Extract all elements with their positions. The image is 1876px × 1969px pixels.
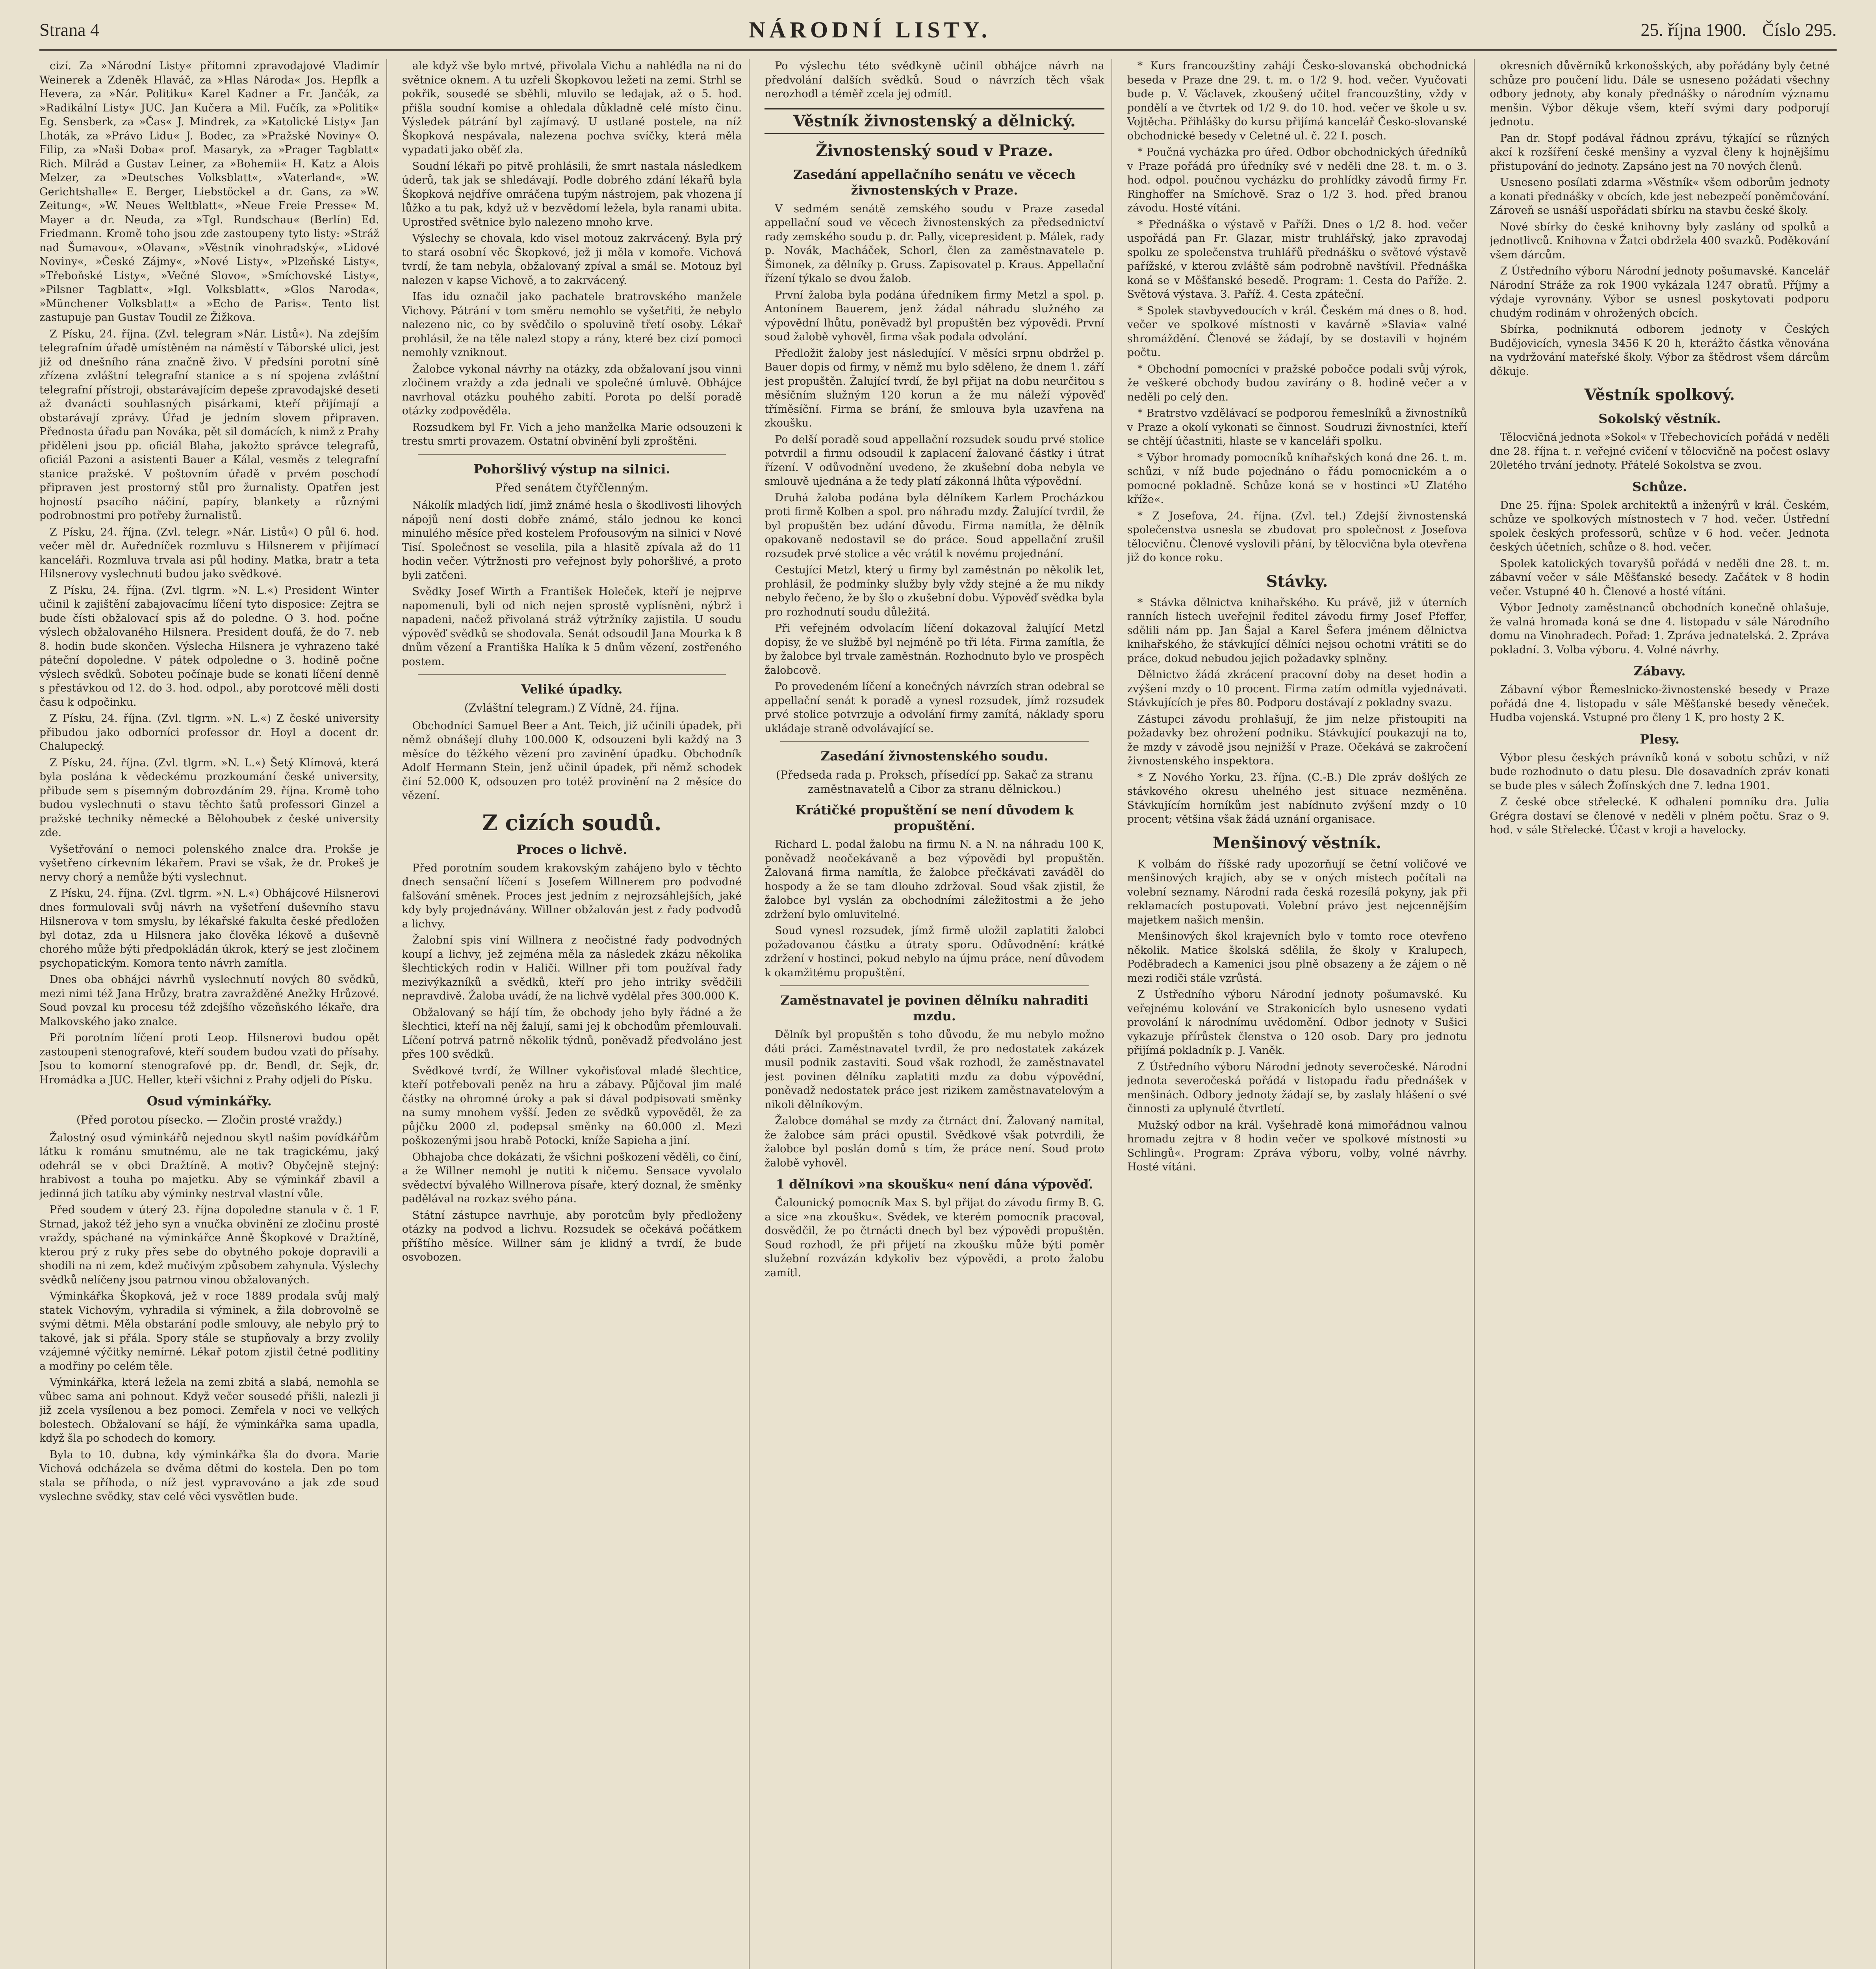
article-paragraph: Po delší poradě soud appellační rozsudek soudu prvé stolice potvrdil a firmu odsoudil k zaplacení žalované částky i útrat řízení. V odůvodnění uvedeno, že zkušební doba nebyla ve smlouvě ujednána a že tedy platí zákonná lhůta výpovědní. bbox=[765, 433, 1104, 488]
article-paragraph: Svědky Josef Wirth a František Holeček, kteří je nejprve napomenuli, byli od nich nejen sprostě vyplísněni, nýbrž i napadeni, načež přivolaná stráž výtržníky zajistila. U soudu výpověď svědků se shodovala. Senát odsoudil Jana Mourka k 8 dnům vězení a Františka Halíka k 5 dnům vězení, zostřeného postem. bbox=[402, 586, 742, 668]
masthead-rule bbox=[39, 49, 1837, 51]
column-3 bbox=[765, 59, 1112, 1969]
newspaper-title: NÁRODNÍ LISTY. bbox=[749, 17, 991, 43]
article-subheading: (Zvláštní telegram.) Z Vídně, 24. října. bbox=[464, 701, 679, 714]
article-paragraph: Z Písku, 24. října. (Zvl. tlgrm. »N. L.«) Šetý Klímová, která byla poslána k vědeckému prozkoumání české university, přibude sem s písemným dobrozdáním 29. října. Kromě toho budou vyslechnuti o stavu těchto šatů professori Ginzel a pražské techniky německé a Bělohoubek z české university zde. bbox=[39, 756, 379, 839]
article-paragraph: Druhá žaloba podána byla dělníkem Karlem Procházkou proti firmě Kolben a spol. pro náhradu mzdy. Žalující tvrdil, že byl propuštěn bez udání důvodu. Firma namítla, že dělník opakovaně nedostavil se do práce. Soud appellační zrušil rozsudek prvé stolice a věc vrátil k novému projednání. bbox=[765, 491, 1104, 560]
article-paragraph: Dělnictvo žádá zkrácení pracovní doby na deset hodin a zvýšení mzdy o 10 procent. Firma zatím odmítla vyjednávati. Stávkujících je přes 80. Podporu dostávají z pokladny svazu. bbox=[1127, 669, 1467, 709]
article-paragraph: Z Písku, 24. října. (Zvl. telegram »Nár. Listů«). Na zdejším telegrafním úřadě umístěném na náměstí v Táborské ulici, jest již od dnešního rána značně živo. V předsíni porotní síně zřízena zvláštní telegrafní stanice a s ní spojena zvláštní telegrafní přístroji, obstarávajícím depeše zpravodajské deseti až dvanácti souhlasných pisárkami, kteří přijímají a obstarávají zprávy. Úřad je jedním slovem připraven. Přednosta úřadu pan Nováka, pět sil domácích, k nimž z Prahy přiděleni jsou pp. oficiál Blaha, jakožto správce telegrafů, oficiál Pazoni a asistenti Bauer a Kálal, vesměs z telegrafní stanice pražské. V poštovním úřadě v prvém poschodí připraven jest prostorný stůl pro žurnalisty. Opatřen jest hojností psacího náčiní, papíry, blankety a různými podrobnostmi pro potřeby žurnalistů. bbox=[39, 328, 379, 522]
article-paragraph: Z české obce střelecké. K odhalení pomníku dra. Julia Grégra dostaví se členové v neděli v plném počtu. Sraz o 9. hod. v sále Střelecké. Účast v kroji a havelocky. bbox=[1490, 796, 1830, 836]
article-paragraph: Před porotním soudem krakovským zahájeno bylo v těchto dnech sensační líčení s Josefem Willnerem pro podvodné falšování směnek. Proces jest jedním z nejrozsáhlejších, jaké kdy byly projednávány. Willner obžalován jest z řady podvodů a lichvy. bbox=[402, 862, 742, 930]
article-paragraph: Dělník byl propuštěn s toho důvodu, že mu nebylo možno dáti práci. Zaměstnavatel tvrdil, že pro nedostatek zakázek musil podnik zastaviti. Soud však rozhodl, že zaměstnavatel jest povinen dělníku zaplatiti mzdu za dobu výpovědní, poněvadž nedostatek práce jest rizikem zaměstnavatelovým a nikoli dělníkovým. bbox=[765, 1029, 1104, 1111]
article-paragraph: Z Písku, 24. října. (Zvl. tlgrm. »N. L.«) Z české university přibudou jako odborníci professor dr. Hoyl a docent dr. Chalupecký. bbox=[39, 712, 379, 753]
article-paragraph: Zástupci závodu prohlašují, že jim nelze přistoupiti na požadavky bez ohrožení podniku. Stávkující poukazují na to, že mzdy v závodě jsou nejnižší v Praze. Očekává se zakročení živnostenského inspektora. bbox=[1127, 713, 1467, 767]
article-paragraph: Rozsudkem byl Fr. Vich a jeho manželka Marie odsouzeni k trestu smrti provazem. Ostatní obvinění byli zproštěni. bbox=[402, 421, 742, 447]
article-paragraph: Sbírka, podniknutá odborem jednoty v Českých Budějovicích, vynesla 3456 K 20 h, kterážto částka věnována na vydržování mateřské školy. Výbor za štědrost všem dárcům děkuje. bbox=[1490, 323, 1830, 378]
article-paragraph: * Poučná vycházka pro úřed. Odbor obchodnických úředníků v Praze pořádá pro úředníky své v neděli dne 28. t. m. o 3. hod. odpol. poučnou vycházku do prohlídky závodů firmy Fr. Ringhoffer na Smíchově. Sraz o 1/2 3. hod. před branou závodu. Hosté vítáni. bbox=[1127, 146, 1467, 214]
article-paragraph: Výbor Jednoty zaměstnanců obchodních konečně ohlašuje, že valná hromada koná se dne 4. listopadu v sále Národního domu na Vinohradech. Pořad: 1. Zpráva jednatelská. 2. Zpráva pokladní. 3. Volba výboru. 4. Volné návrhy. bbox=[1490, 602, 1830, 656]
section-heading: Menšinový věstník. bbox=[1212, 833, 1382, 852]
article-headline: Zasedání živnostenského soudu. bbox=[820, 749, 1048, 764]
article-paragraph: Tělocvičná jednota »Sokol« v Třebechovicích pořádá v neděli dne 28. října t. r. veřejné cvičení v tělocvičně na počest oslavy 20letého trvání jednoty. Přátelé Sokolstva se zvou. bbox=[1490, 431, 1830, 471]
article-headline: Osud výminkářky. bbox=[147, 1094, 272, 1109]
article-paragraph: * Obchodní pomocníci v pražské pobočce podali svůj výrok, že veškeré obchody budou zavírány o 8. hodině večer a v neděli po celý den. bbox=[1127, 363, 1467, 403]
article-paragraph: Vyšetřování o nemoci polenského znalce dra. Prokše je vyšetřeno církevním lékařem. Pravi se však, že dr. Prokeš je nervy chorý a nemůže býti vyslechnut. bbox=[39, 843, 379, 883]
column-2 bbox=[402, 59, 750, 1969]
issue-date: 25. října 1900. bbox=[1640, 19, 1746, 40]
section-heading: Z cizích soudů. bbox=[482, 810, 662, 835]
article-paragraph: Z Písku, 24. října. (Zvl. tlgrm. »N. L.«) President Winter učinil k zajištění zabajovacímu líčení tyto disposice: Zejtra se bude čísti obžalovací spis až do poledne. O 3. hod. počne výslech obžalovaného Hilsnera. President doufá, že do 7. neb 8. hodin bude skončen. Výslecha Hilsnera je vyhrazeno také páteční dopoledne. V pátek odpoledne o 3. hodině počne výslech svědků. Soboteu počínaje bude se konati líčení denně s přestávkou od 12. do 3. hod. odpol., aby porotcové měli dosti času k odpočinku. bbox=[39, 584, 379, 708]
divider bbox=[418, 454, 726, 455]
article-paragraph: Obhajoba chce dokázati, že všichni poškození věděli, co činí, a že Willner nemohl je nutiti k ničemu. Sensace vyvolalo svědectví bývalého Willnerova písaře, který doznal, že směnky padělával na rozkaz svého pána. bbox=[402, 1151, 742, 1205]
section-heading: Živnostenský soud v Praze. bbox=[816, 141, 1053, 160]
section-heading: Věstník spolkový. bbox=[1584, 386, 1735, 404]
article-headline: Zaměstnavatel je povinen dělníku nahraditi mzdu. bbox=[780, 993, 1089, 1023]
article-paragraph: Čalounický pomocník Max S. byl přijat do závodu firmy B. G. a sice »na zkoušku«. Svědek, ve kterém pomocník pracoval, dosvědčil, že po čtrnácti dnech byl bez výpovědi propuštěn. Soud rozhodl, že při přijetí na zkoušku může býti poměr služební rozvázán kdykoliv bez výpovědi, a proto žalobu zamítl. bbox=[765, 1197, 1104, 1279]
article-paragraph: * Kurs francouzštiny zahájí Česko-slovanská obchodnická beseda v Praze dne 29. t. m. o 1/2 9. hod. večer. Vyučovati bude p. V. Václavek, zkoušený učitel francouzštiny, vždy v pondělí a ve čtvrtek od 1/2 9. do 10. hod. večer ve škole u sv. Vojtěcha. Přihlášky do kursu přijímá kancelář Česko-slovanské obchodnické besedy v Celetné ul. č. 22 I. posch. bbox=[1127, 60, 1467, 142]
article-paragraph: Žalobní spis viní Willnera z neočistné řady podvodných koupí a lichvy, jež zejména měla za následek zkázu několika šlechtických rodin v Haliči. Willner při tom používal řady mezivýkazníků a svědků, kteří pro jeho intriky svědčili nepravdivě. Žaloba uvádí, že na lichvě vydělal přes 300.000 K. bbox=[402, 934, 742, 1002]
issue-number: Číslo 295. bbox=[1762, 19, 1837, 40]
article-paragraph: Státní zástupce navrhuje, aby porotcům byly předloženy otázky na podvod a lichvu. Rozsudek se očekává počátkem příštího měsíce. Willner sám je klidný a tvrdí, že bude osvobozen. bbox=[402, 1209, 742, 1263]
article-paragraph: Mužský odbor na král. Vyšehradě koná mimořádnou valnou hromadu zejtra v 8 hodin večer ve spolkové místnosti »u Schlingů«. Program: Zpráva výboru, volby, volné návrhy. Hosté vítáni. bbox=[1127, 1119, 1467, 1173]
article-paragraph: * Stávka dělnictva knihařského. Ku právě, již v úterních ranních listech uveřejnil ředitel závodu firmy Josef Pfeffer, sdělili nám pp. Jan Šajal a Karel Šefera jménem dělnictva knihařského, že stávkující dělníci nejsou ochotni vrátiti se do práce, dokud nebudou jejich požadavky splněny. bbox=[1127, 596, 1467, 665]
article-paragraph: * Spolek stavbyvedoucích v král. Českém má dnes o 8. hod. večer ve spolkové místnosti v kavárně »Slavia« valné shromáždění. Členové se žádají, by se dostavili v hojném počtu. bbox=[1127, 304, 1467, 359]
article-paragraph: Spolek katolických tovaryšů pořádá v neděli dne 28. t. m. zábavní večer v sále Měšťanské besedy. Začátek v 8 hodin večer. Vstupné 40 h. Členové a hosté vítáni. bbox=[1490, 557, 1830, 598]
article-paragraph: okresních důvěrníků krkonošských, aby pořádány byly četné schůze pro poučení lidu. Dále se usneseno požádati všechny odbory jednoty, aby konaly přednášky o národním významu menšin. Výbor děkuje všem, kteří svými dary podporují jednotu. bbox=[1490, 60, 1830, 128]
article-subheading: (Před porotou písecko. — Zločin prosté vraždy.) bbox=[76, 1113, 342, 1126]
article-subheading: (Předseda rada p. Proksch, přísedící pp. Sakač za stranu zaměstnavatelů a Cibor za stranu dělnickou.) bbox=[776, 768, 1093, 795]
article-headline: Krátičké propuštění se není důvodem k propuštění. bbox=[795, 803, 1074, 833]
article-paragraph: Žalostný osud výminkářů nejednou skytl našim povídkářům látku k románu smutnému, ale ne tak tragickému, jaký odehrál se v obci Dražtíně. A motiv? Obyčejně stejný: hrabivost a touha po majetku. Aby se výminkář zbavil a jedinná jich tatíku aby výminky nestrval vlastní vůle. bbox=[39, 1131, 379, 1200]
article-headline: Schůze. bbox=[1632, 479, 1687, 494]
column-4 bbox=[1127, 59, 1475, 1969]
article-paragraph: První žaloba byla podána úředníkem firmy Metzl a spol. p. Antonínem Bauerem, jenž žádal náhradu služného za výpovědní lhůtu, poněvadž byl propuštěn bez výpovědi. První soud žalobě vyhověl, firma však podala odvolání. bbox=[765, 289, 1104, 343]
article-paragraph: K volbám do říšské rady upozorňují se četní voličové ve menšinových krajích, aby se v oných místech počítali na volební seznamy. Národní rada česká rozesílá pokyny, jak při reklamacích postupovati. Volební právo jest nejcennějším majetkem našich menšin. bbox=[1127, 858, 1467, 926]
article-paragraph: Výminkářka, která ležela na zemi zbitá a slabá, nemohla se vůbec sama ani pohnout. Když večer sousedé přišli, nalezli ji již zcela vysílenou a bez pomoci. Zemřela v noci ve velkých bolestech. Obžalovaní se hájí, že výminkářka sama upadla, když šla po schodech do komory. bbox=[39, 1376, 379, 1444]
page-number: Strana 4 bbox=[39, 19, 100, 40]
divider bbox=[780, 741, 1089, 742]
article-paragraph: Byla to 10. dubna, kdy výminkářka šla do dvora. Marie Vichová odcházela se dvěma dětmi do kostela. Den po tom stala se příhoda, o níž jest vypravováno a jak zde soud vyslechne svědky, stav celé věci vysvětlen bude. bbox=[39, 1448, 379, 1503]
divider bbox=[418, 674, 726, 675]
article-paragraph: Výbor plesu českých právníků koná v sobotu schůzi, v níž bude rozhodnuto o datu plesu. Dle dosavadních zpráv konati se bude ples v sálech Žofínských dne 7. ledna 1901. bbox=[1490, 751, 1830, 792]
article-paragraph: Pan dr. Stopf podával řádnou zprávu, týkající se různých akcí k rozšíření české menšiny a vyzval členy k hojnějšímu přistupování do jednoty. Zapsáno jest na 70 nových členů. bbox=[1490, 132, 1830, 172]
issue-info bbox=[1641, 19, 1837, 40]
article-paragraph: V sedmém senátě zemského soudu v Praze zasedal appellační soud ve věcech živnostenských za předsednictví rady zemského soudu p. dr. Pally, vicepresident p. Málek, rady p. Novák, Macháček, Schorl, člen za zaměstnavatele p. Šimonek, za dělníky p. Gruss. Zapisovatel p. Kraus. Appellační řízení týkalo se dvou žalob. bbox=[765, 202, 1104, 285]
article-paragraph: * Výbor hromady pomocníků kníhařských koná dne 26. t. m. schůzi, v níž bude pojednáno o řádu pomocnickém a o pomocné pokladně. Schůze koná se v hostinci »U Zlatého kříže«. bbox=[1127, 451, 1467, 506]
article-paragraph: Před soudem v úterý 23. října dopoledne stanula v č. 1 F. Strnad, jakož též jeho syn a vnučka obvinění ze zločinu prosté vraždy, spáchané na výminkářce Anně Škopkové v Dražtíně, kterou prý z ruky přes sebe do obytného pokoje dopravili a shodili na ni zem, kdež mučivým způsobem zahynula. Výslechy svědků nelíčeny jsou patrnou vinou obžalovaných. bbox=[39, 1204, 379, 1286]
article-paragraph: Ifas idu označil jako pachatele bratrovského manžele Vichovy. Pátrání v tom směru nemohlo se vyšetřiti, že nebylo nalezeno nic, co by svědčilo o spoluvině třetí osoby. Lékař prohlásil, že na těle nalezl stopy a rány, které bez cizí pomoci nemohly vzniknout. bbox=[402, 291, 742, 359]
article-paragraph: Soudní lékaři po pitvě prohlásili, že smrt nastala následkem úderů, tak jak se shledávají. Podle dobrého zdání lékařů byla Škopková nejdříve omráčena tupým nástrojem, pak vhozena jí lůžko a tu pak, když už v bezvědomí ležela, byla ranami ubita. Uprostřed světnice bylo nalezeno mnoho krve. bbox=[402, 160, 742, 228]
article-paragraph: Předložit žaloby jest následující. V měsíci srpnu obdržel p. Bauer dopis od firmy, v němž mu bylo sděleno, že dnem 1. září jest propuštěn. Žalující tvrdí, že byl přijat na dobu neurčitou s měsíčním služným 120 korun a že mu náleží výpověď tříměsíční. Firma se brání, že smlouva byla uzavřena na zkoušku. bbox=[765, 347, 1104, 429]
article-paragraph: * Z Nového Yorku, 23. října. (C.-B.) Dle zpráv došlých ze stávkového okresu uhelného jest situace nezměněna. Stávkujícím horníkům jest nabídnuto zvýšení mzdy o 10 procent; většina však žádá uznání organisace. bbox=[1127, 771, 1467, 825]
article-paragraph: * Z Josefova, 24. října. (Zvl. tel.) Zdejší živnostenská společenstva usnesla se zbudovat pro společnost z Josefova tělocvičnu. Členové vyslovili přání, by tělocvična byla otevřena již do konce roku. bbox=[1127, 510, 1467, 564]
columns bbox=[39, 59, 1837, 1969]
column-1 bbox=[39, 59, 387, 1969]
article-paragraph: Soud vynesl rozsudek, jímž firmě uložil zaplatiti žalobci požadovanou částku a útraty sporu. Odůvodnění: krátké zdržení v hostinci, pokud nebylo na újmu práce, není důvodem k okamžitému propuštění. bbox=[765, 925, 1104, 979]
article-paragraph: Z Ústředního výboru Národní jednoty pošumavské. Kancelář Národní Stráže za rok 1900 vykázala 1247 obratů. Příjmy a výdaje vyrovnány. Výbor se usnesl poskytovati podporu chudým rodinám v ohrožených obcích. bbox=[1490, 265, 1830, 319]
article-paragraph: Cestující Metzl, který u firmy byl zaměstnán po několik let, prohlásil, že podmínky služby byly vždy stejné a že mu nikdy nebylo řečeno, že by šlo o zkušební dobu. Výpověď svědka byla pro rozhodnutí soudu důležitá. bbox=[765, 564, 1104, 618]
article-paragraph: Žalobce domáhal se mzdy za čtrnáct dní. Žalovaný namítal, že žalobce sám práci opustil. Svědkové však potvrdili, že žalobce byl poslán domů s tím, že práce není. Soud proto žalobě vyhověl. bbox=[765, 1115, 1104, 1169]
article-paragraph: Výminkářka Škopková, jež v roce 1889 prodala svůj malý statek Vichovým, vyhradila si výminek, a žila dobrovolně se svými dětmi. Měla obstarání podle smlouvy, ale nebylo prý to takové, jak si přála. Spory stále se stupňovaly a brzy zvolily vzájemné výčitky nemírné. Lékař potom zjistil četné podlitiny a modřiny po celém těle. bbox=[39, 1290, 379, 1372]
article-headline: Zábavy. bbox=[1633, 664, 1686, 679]
article-headline: Sokolský věstník. bbox=[1598, 411, 1721, 426]
article-paragraph: Z Ústředního výboru Národní jednoty severočeské. Národní jednota severočeská pořádá v listopadu řadu přednášek v menšinách. Odbory jednoty žádají se, by zaslaly hlášení o své činnosti za uplynulé čtvrtletí. bbox=[1127, 1061, 1467, 1115]
article-paragraph: ale když vše bylo mrtvé, přivolala Vichu a nahlédla na ni do světnice oknem. A tu uzřeli Škopkovou ležeti na zemi. Strhl se pokřik, sousedé se sběhli, mluvilo se ledajak, až o 5. hod. přišla soudní komise a ohledala důkladně celé místo činu. Výsledek pátrání byl zajímavý. U ustlané postele, na níž Škopková nespávala, nalezena pochva svíčky, která měla vypadati jako oběť zla. bbox=[402, 60, 742, 156]
article-paragraph: Při porotním líčení proti Leop. Hilsnerovi budou opět zastoupeni stenografové, kteří soudem budou vzati do přísahy. Jsou to komorní stenografové pp. dr. Bendl, dr. Sejk, dr. Hromádka a JUC. Heller, kteří všichni z Prahy odjeli do Písku. bbox=[39, 1032, 379, 1086]
article-paragraph: * Bratrstvo vzdělávací se podporou řemeslníků a živnostníků v Praze a okolí vykonati se činnost. Soudruzi živnostníci, kteří se chtějí účastniti, hlaste se v kanceláři spolku. bbox=[1127, 407, 1467, 447]
article-paragraph: Nákolík mladých lidí, jimž známé hesla o škodlivosti lihových nápojů není dosti dobře známé, stálo jednou ke konci minulého měsíce před kostelem Profousovým na silnici v Nové Tisí. Společnost se veselila, pila a hlasitě zpívala až do 11 hodin večer. Výtržnosti pro veřejnost byly pohoršlivé, a proto byli zatčeni. bbox=[402, 499, 742, 582]
article-paragraph: Usneseno posílati zdarma »Věstník« všem odborům jednoty a konati přednášky v obcích, kde jest nebezpečí poněmčování. Zároveň se usnáší uspořádati sbírku na stavbu české školy. bbox=[1490, 176, 1830, 217]
article-paragraph: Z Písku, 24. října. (Zvl. tlgrm. »N. L.«) Obhájcové Hilsnerovi dnes formulovali svůj návrh na vyšetření duševního stavu Hilsnerova v tom smyslu, by lékařské fakulta české předložen byl dotaz, zda u Hilsnera jako člověka lékově a duševně chorého může býti předpokládán úkrok, který se jest zločinem psychopatickým. Komora tento návrh zamítla. bbox=[39, 887, 379, 970]
article-paragraph: Obžalovaný se hájí tím, že obchody jeho byly řádné a že šlechtici, kteří na něj žalují, sami jej k obchodům přemlouvali. Líčení potrvá patrně několik týdnů, poněvadž předvoláno jest přes 100 svědků. bbox=[402, 1006, 742, 1061]
article-headline: Pohoršlivý výstup na silnici. bbox=[473, 461, 670, 476]
article-subheading: Před senátem čtyřčlenným. bbox=[495, 481, 649, 494]
article-paragraph: Svědkové tvrdí, že Willner vykořisťoval mladé šlechtice, kteří potřebovali peněz na hru a zábavy. Půjčoval jim malé částky na ohromné úroky a pak si dával podpisovati směnky na sumy mnohem vyšší. Jeden ze svědků vypověděl, že za půjčku 2000 zl. podepsal směnky na 60.000 zl. Mezi poškozenými jsou hrabě Potocki, kníže Sapieha a jiní. bbox=[402, 1064, 742, 1147]
column-5 bbox=[1490, 59, 1837, 1969]
article-paragraph: Po výslechu této svědkyně učinil obhájce návrh na předvolání dalších svědků. Soud o návrzích těch však nerozhodl a téměř zcela jej odmítl. bbox=[765, 60, 1104, 100]
article-paragraph: Při veřejném odvolacím líčení dokazoval žalující Metzl dopisy, že ve službě byl nejméně po tři léta. Firma zamítla, že by žalobce byl trvale zaměstnán. Rozhodnuto bylo ve prospěch žalobcově. bbox=[765, 622, 1104, 677]
article-paragraph: Žalobce vykonal návrhy na otázky, zda obžalovaní jsou vinni zločinem vraždy a zda jednali ve společné úmluvě. Obhájce navrhoval otázku pouhého zabití. Porota po delší poradě otázky zodpověděla. bbox=[402, 363, 742, 417]
article-headline: Proces o lichvě. bbox=[516, 842, 627, 857]
divider bbox=[780, 985, 1089, 986]
article-headline: 1 dělníkovi »na skoušku« není dána výpověď. bbox=[776, 1177, 1093, 1192]
article-paragraph: Menšinových škol krajevních bylo v tomto roce otevřeno několik. Matice školská sdělila, že školy v Kralupech, Poděbradech a Kamenici jsou plně obsazeny a že zájem o ně mezi rodiči stále vzrůstá. bbox=[1127, 930, 1467, 984]
article-paragraph: Po provedeném líčení a konečných návrzích stran odebral se appellační senát k poradě a vynesl rozsudek, jímž rozsudek prvé stolice potvrzuje a odvolání firmy zamítá, náklady sporu ukládaje straně odvolávající se. bbox=[765, 680, 1104, 735]
section-heading: Věstník živnostenský a dělnický. bbox=[765, 108, 1104, 134]
article-paragraph: Zábavní výbor Řemeslnicko-živnostenské besedy v Praze pořádá dne 4. listopadu v sále Měšťanské besedy věneček. Hudba vojenská. Vstupné pro členy 1 K, pro hosty 2 K. bbox=[1490, 684, 1830, 724]
article-paragraph: Z Ústředního výboru Národní jednoty pošumavské. Ku veřejnému kolování ve Strakonicích bylo usneseno vydati provolání k národnímu uvědomění. Odbor jednoty v Sušici vykazuje přírůstek členstva o 120 osob. Dary pro jednotu přijímá pokladník p. J. Vaněk. bbox=[1127, 988, 1467, 1057]
article-paragraph: Z Písku, 24. října. (Zvl. telegr. »Nár. Listů«) O půl 6. hod. večer měl dr. Auředníček rozmluvu s Hilsnerem v přijímací kanceláři. Rozmluva trvala asi půl hodiny. Matka, bratr a teta Hilsnerovy vyslechnuti budou jako svědkové. bbox=[39, 526, 379, 580]
article-paragraph: Nové sbírky do české knihovny byly zaslány od spolků a jednotlivců. Knihovna v Žatci obdržela 400 svazků. Poděkování všem dárcům. bbox=[1490, 221, 1830, 261]
article-paragraph: Výslechy se chovala, kdo visel motouz zakrvácený. Byla prý to stará osobní věc Škopkové, jež ji měla v komoře. Vichová tvrdí, že tam nebyla, obžalovaný zpíval a smál se. Motouz byl nalezen v kapse Vichově, a to zakrvácený. bbox=[402, 232, 742, 287]
article-headline: Plesy. bbox=[1640, 731, 1679, 747]
article-paragraph: cizí. Za »Národní Listy« přítomni zpravodajové Vladimír Weinerek a Zdeněk Hlaváč, za »Hlas Národa« Jos. Hepflk a Hevera, za »Nár. Politiku« Karel Kadner a Fr. Jančák, za »Radikální Listy« JUC. Jan Kučera a Mil. Fučík, za »Politik« Eg. Sensberk, za »Čas« J. Mindrek, za »Katolické Listy« Jan Lhoták, za »Právo Lidu« J. Bodec, za »Pražské Noviny« O. Filip, za »Naši Doba« prof. Masaryk, za »Prager Tagblatt« Rich. Milrád a Gustav Leiner, za »Bohemii« H. Katz a Alois Melzer, za »Deutsches Volksblatt«, »Vaterland«, »W. Gerichtshalle« E. Berger, Liebstöckel a dr. Gans, za »W. Zeitung«, »W. Neues Weltblatt«, »Neue Freie Presse« M. Mayer a dr. Neuda, za »Tgl. Rundschau« (Berlín) Ed. Friedmann. Kromě toho jsou zde zastoupeny tyto listy: »Stráž nad Šumavou«, »Olavan«, »Věstník vinohradský«, »Lidové Noviny«, »České Zájmy«, »Nové Listy«, »Plzeňské Listy«, »Třeboňské Listy«, »Večné Slovo«, »Smíchovské Listy«, »Pilsner Tagblatt«, »Igl. Volksblatt«, »Glos Naroda«, »Münchener Volksblatt« a »Echo de Paris«. Tento list zastupuje pan Gustav Toudil ze Žižkova. bbox=[39, 60, 379, 324]
article-paragraph: Dnes oba obhájci návrhů vyslechnutí nových 80 svědků, mezi nimi též Jana Hrůzy, bratra zavražděné Anežky Hrůzové. Soud povzal ku procesu též zdejšího vězeňského lékaře, dra Malkovského jako znalce. bbox=[39, 973, 379, 1028]
article-headline: Veliké úpadky. bbox=[521, 682, 623, 697]
article-paragraph: Obchodníci Samuel Beer a Ant. Teich, již učinili úpadek, při němž obnášejí dluhy 100.000 K, odsouzeni byli každý na 3 měsíce do těžkého vězení pro zavinění úpadku. Obchodník Adolf Hermann Stein, jenž učinil úpadek, při němž schodek činí 52.000 K, odsouzen pro totéž provinění na 2 měsíce do vězení. bbox=[402, 719, 742, 802]
article-paragraph: Richard L. podal žalobu na firmu N. a N. na náhradu 100 K, poněvadž neočekávaně a bez výpovědi byl propuštěn. Žalovaná firma namítla, že žalobce přečkávati zaváděl do hospody a že se tam dlouho zdržoval. Soud však zjistil, že žalobce byl vyslán za obchodními záležitostmi a že jeho zdržení bylo omluvitelné. bbox=[765, 838, 1104, 921]
article-paragraph: * Přednáška o výstavě v Paříži. Dnes o 1/2 8. hod. večer uspořádá pan Fr. Glazar, mistr truhlářský, jako zpravodaj spolku ze společenstva truhlářů přednášku o světové výstavě pařížské, v kterou zvláště sám podrobně navštívil. Přednáška koná se v Měšťanské besedě. Program: 1. Cesta do Paříže. 2. Světová výstava. 3. Paříž. 4. Cesta zpáteční. bbox=[1127, 218, 1467, 300]
masthead bbox=[39, 12, 1837, 47]
article-paragraph: Dne 25. října: Spolek architektů a inženýrů v král. Českém, schůze ve spolkových místnostech v 7 hod. večer. Ústřední spolek českých professorů, schůze v 6 hod. večer. Jednota českých účetních, schůze o 8. hod. večer. bbox=[1490, 499, 1830, 553]
section-heading: Stávky. bbox=[1266, 572, 1328, 591]
article-headline: Zasedání appellačního senátu ve věcech živnostenských v Praze. bbox=[793, 167, 1076, 198]
